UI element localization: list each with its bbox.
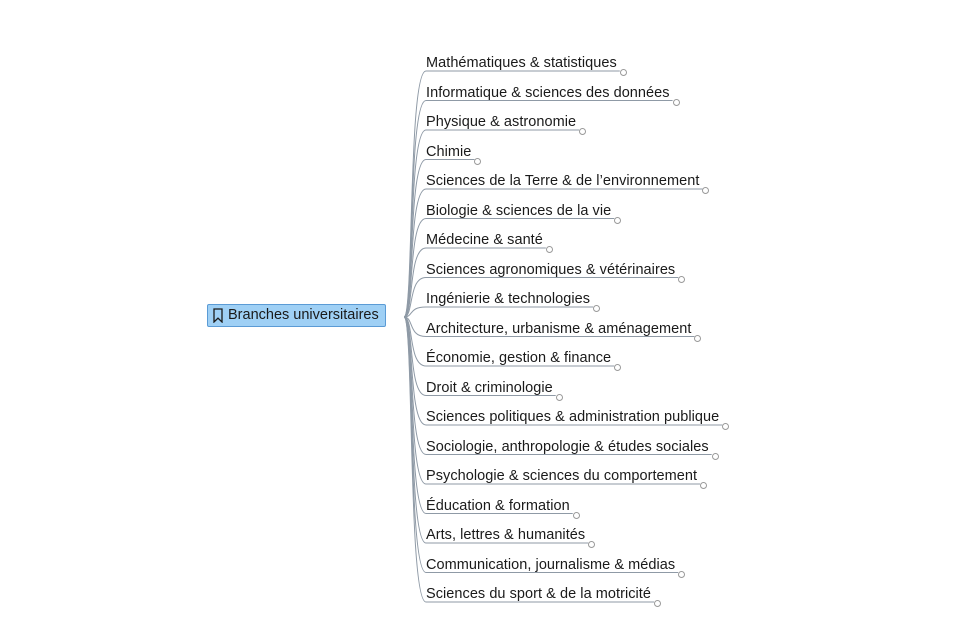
branch-label[interactable]: Arts, lettres & humanités: [426, 527, 586, 543]
branch-label[interactable]: Informatique & sciences des données: [426, 84, 670, 101]
branch-label[interactable]: Médecine & santé: [426, 232, 543, 248]
branch-endpoint-dot[interactable]: [579, 128, 586, 135]
branch-label[interactable]: Sciences politiques & administration publique: [426, 409, 720, 425]
branch-endpoint-dot[interactable]: [694, 335, 701, 342]
branch-label[interactable]: Droit & criminologie: [426, 379, 553, 396]
branch-label[interactable]: Sciences du sport & de la motricité: [426, 586, 651, 602]
branch-label[interactable]: Chimie: [426, 143, 472, 160]
branch-endpoint-dot[interactable]: [614, 364, 621, 371]
branch-endpoint-dot[interactable]: [620, 69, 627, 76]
branch-endpoint-dot[interactable]: [673, 99, 680, 106]
branch-label[interactable]: Architecture, urbanisme & aménagement: [426, 320, 692, 337]
branch-endpoint-dot[interactable]: [588, 541, 595, 548]
branch-label[interactable]: Éducation & formation: [426, 497, 570, 514]
branch-label[interactable]: Physique & astronomie: [426, 114, 577, 130]
branch-label[interactable]: Psychologie & sciences du comportement: [426, 468, 698, 484]
root-node[interactable]: [207, 304, 386, 327]
branch-endpoint-dot[interactable]: [702, 187, 709, 194]
branch-endpoint-dot[interactable]: [712, 453, 719, 460]
branch-endpoint-dot[interactable]: [678, 276, 685, 283]
branch-endpoint-dot[interactable]: [546, 246, 553, 253]
branch-endpoint-dot[interactable]: [573, 512, 580, 519]
branch-endpoint-dot[interactable]: [654, 600, 661, 607]
branch-label[interactable]: Sociologie, anthropologie & études sociales: [426, 438, 709, 455]
branch-endpoint-dot[interactable]: [556, 394, 563, 401]
branch-endpoint-dot[interactable]: [474, 158, 481, 165]
branch-endpoint-dot[interactable]: [593, 305, 600, 312]
branch-label[interactable]: Économie, gestion & finance: [426, 350, 612, 366]
branch-label[interactable]: Sciences agronomiques & vétérinaires: [426, 261, 676, 278]
branch-endpoint-dot[interactable]: [614, 217, 621, 224]
branch-label[interactable]: Mathématiques & statistiques: [426, 55, 617, 71]
branch-label[interactable]: Sciences de la Terre & de l’environnement: [426, 173, 700, 189]
branch-label[interactable]: Communication, journalisme & médias: [426, 556, 676, 573]
bookmark-icon: [212, 308, 224, 323]
root-label: Branches universitaires: [228, 307, 379, 323]
branch-label[interactable]: Biologie & sciences de la vie: [426, 202, 612, 219]
branch-endpoint-dot[interactable]: [678, 571, 685, 578]
branch-label[interactable]: Ingénierie & technologies: [426, 291, 591, 307]
branch-endpoint-dot[interactable]: [722, 423, 729, 430]
branch-endpoint-dot[interactable]: [700, 482, 707, 489]
